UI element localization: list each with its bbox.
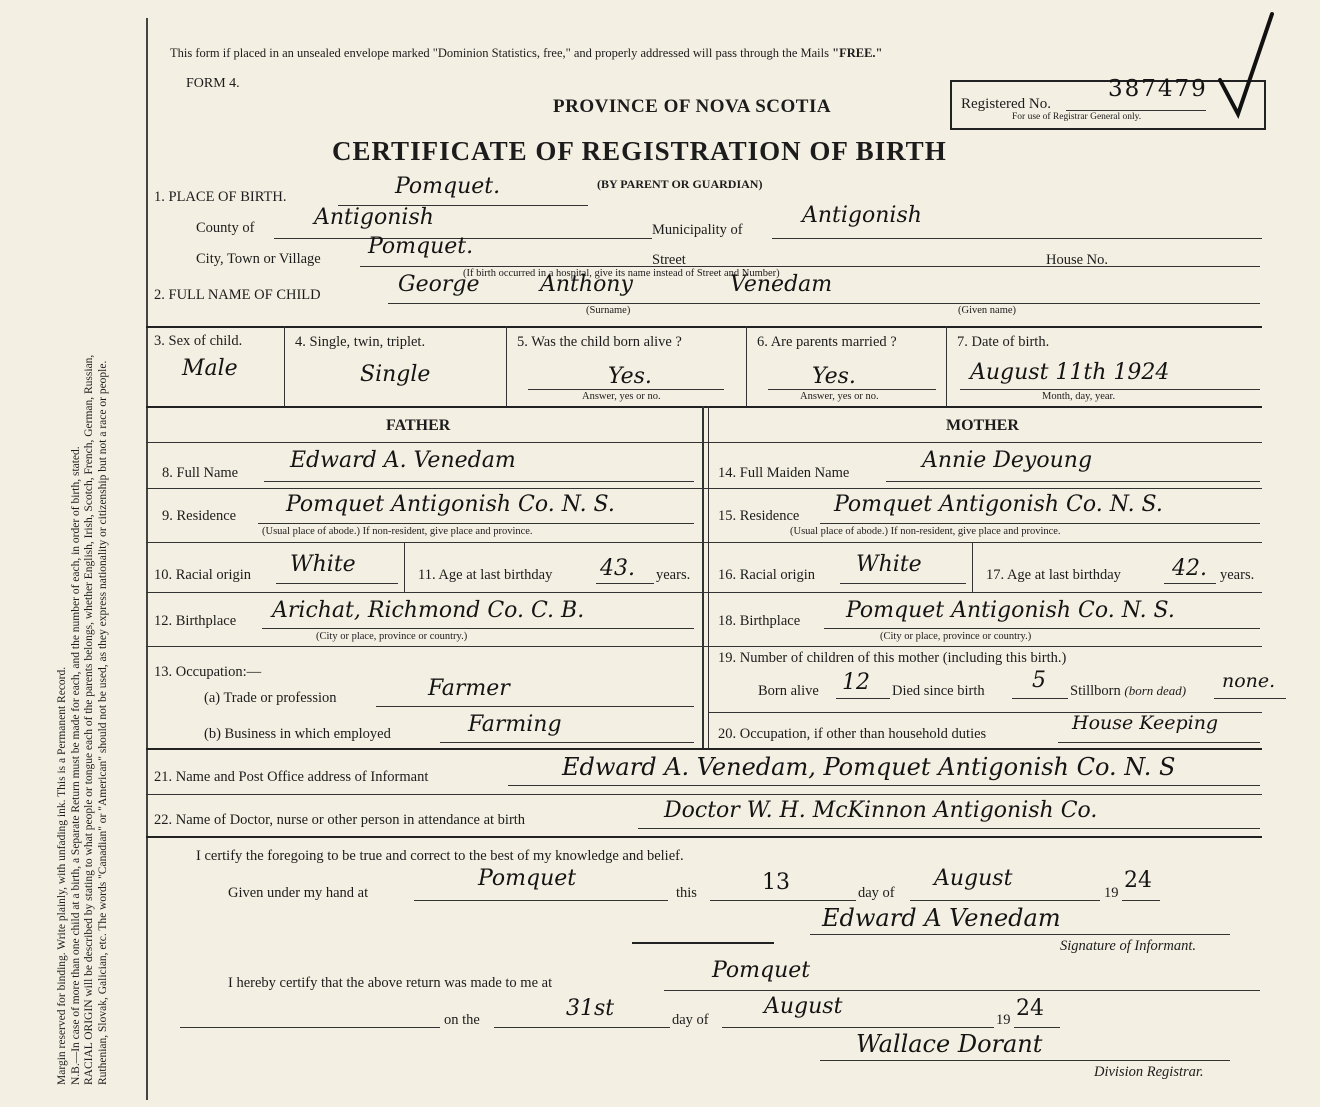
city-label: City, Town or Village [196, 251, 321, 267]
given-month-line [910, 900, 1100, 901]
cell-divider [946, 326, 947, 406]
mother-name-line [886, 481, 1260, 482]
father-age-unit: years. [656, 567, 691, 583]
sex-label: 3. Sex of child. [154, 333, 243, 349]
mother-racial-line [840, 583, 966, 584]
cell-divider [404, 542, 405, 592]
given-month-value: August [934, 866, 1013, 891]
registrar-signature-line [820, 1060, 1230, 1061]
municipality-label: Municipality of [652, 222, 743, 238]
postal-note-free: "FREE." [832, 46, 883, 60]
county-label: County of [196, 220, 255, 236]
informant-line [508, 785, 1260, 786]
place-of-birth-value: Pomquet. [395, 174, 501, 199]
children-count-label: 19. Number of children of this mother (including this birth.) [718, 650, 1067, 666]
sex-value: Male [182, 356, 238, 381]
mother-racial-value: White [856, 552, 922, 577]
check-mark-icon [1216, 10, 1276, 120]
business-value: Farming [468, 712, 562, 737]
column-divider [708, 406, 709, 748]
mother-racial-label: 16. Racial origin [718, 567, 816, 583]
mother-occupation-label: 20. Occupation, if other than household duties [718, 726, 987, 742]
born-alive-value: Yes. [608, 364, 652, 389]
mother-residence-line [820, 523, 1260, 524]
stillborn-value: none. [1222, 670, 1276, 692]
mother-name-value: Annie Deyoung [922, 448, 1093, 473]
registered-no-label: Registered No. [961, 96, 1051, 112]
registered-no-line [1066, 110, 1206, 111]
form-number: FORM 4. [186, 76, 240, 91]
stillborn-label-text: Stillborn [1070, 683, 1121, 699]
married-note: Answer, yes or no. [800, 391, 879, 402]
given-place-line [414, 900, 668, 901]
rule [632, 942, 774, 944]
mother-occupation-line [1058, 742, 1260, 743]
county-value: Antigonish [314, 205, 434, 230]
registrar-year-prefix: 19 [996, 1012, 1011, 1028]
this-label: this [676, 885, 697, 901]
given-name-note: (Given name) [958, 305, 1017, 316]
city-line [360, 266, 1260, 267]
postal-note [170, 46, 882, 61]
mother-age-value: 42. [1172, 556, 1207, 581]
given-under-label: Given under my hand at [228, 885, 369, 901]
dob-note: Month, day, year. [1042, 391, 1116, 402]
father-racial-label: 10. Racial origin [154, 567, 252, 583]
postal-note-text: This form if placed in an unsealed envelope marked "Dominion Statistics, free," and properly addressed will pass through the Mails [170, 46, 833, 60]
father-residence-line [258, 523, 694, 524]
born-alive-count-value: 12 [842, 670, 870, 695]
born-alive-line [528, 389, 724, 390]
registrar-day-value: 31st [566, 996, 615, 1021]
father-birthplace-note: (City or place, province or country.) [316, 631, 468, 642]
registrar-place-line [664, 990, 1260, 991]
registrar-month-value: August [764, 994, 843, 1019]
page-title: CERTIFICATE OF REGISTRATION OF BIRTH [332, 136, 947, 166]
father-name-label: 8. Full Name [162, 465, 239, 481]
single-value: Single [360, 362, 431, 387]
cell-divider [746, 326, 747, 406]
child-given-name-1: George [398, 272, 480, 297]
registrar-certify-text: I hereby certify that the above return was made to me at [228, 975, 553, 991]
single-label: 4. Single, twin, triplet. [295, 334, 426, 350]
father-age-label: 11. Age at last birthday [418, 567, 553, 583]
trade-value: Farmer [428, 676, 510, 701]
born-alive-note: Answer, yes or no. [582, 391, 661, 402]
mother-residence-note: (Usual place of abode.) If non-resident, give place and province. [790, 526, 1061, 537]
rule [146, 442, 1262, 443]
rule [146, 326, 1262, 328]
surname-note: (Surname) [586, 305, 631, 316]
registrar-place-value: Pomquet [712, 958, 811, 983]
certify-text: I certify the foregoing to be true and correct to the best of my knowledge and belief. [196, 848, 684, 864]
dob-value: August 11th 1924 [970, 360, 1170, 385]
registrar-signature: Wallace Dorant [856, 1030, 1043, 1058]
margin-note-line: RACIAL ORIGIN will be described by stating to what people or tongue each of the parents belongs, whether English, Irish, Scotch, French, German, Russian, [83, 354, 95, 1085]
informant-signature: Edward A Venedam [822, 904, 1061, 932]
page-subtitle: (BY PARENT OR GUARDIAN) [597, 177, 763, 191]
married-value: Yes. [812, 364, 856, 389]
rule [146, 748, 1262, 750]
cell-divider [972, 542, 973, 592]
married-label: 6. Are parents married ? [757, 334, 897, 350]
father-birthplace-line [262, 628, 694, 629]
rule [146, 488, 1262, 489]
father-racial-line [276, 583, 398, 584]
child-name-line [388, 303, 1260, 304]
city-value: Pomquet. [368, 234, 474, 259]
rule [146, 794, 1262, 795]
place-of-birth-label: 1. PLACE OF BIRTH. [154, 189, 287, 205]
father-age-line [596, 583, 654, 584]
rule [146, 542, 1262, 543]
business-line [440, 742, 694, 743]
business-label: (b) Business in which employed [204, 726, 391, 742]
registrar-signature-label: Division Registrar. [1094, 1064, 1204, 1080]
father-age-value: 43. [600, 556, 635, 581]
child-given-name-2: Anthony [540, 272, 633, 297]
rule [146, 646, 1262, 647]
mother-residence-label: 15. Residence [718, 508, 800, 524]
stillborn-line [1214, 698, 1286, 699]
father-name-value: Edward A. Venedam [290, 448, 516, 473]
mother-residence-value: Pomquet Antigonish Co. N. S. [834, 492, 1163, 517]
mother-name-label: 14. Full Maiden Name [718, 465, 850, 481]
margin-note-line: Ruthenian, Slovak, Galician, etc. The words "Canadian" or "American" should not be used, as they express nationality or citizenship but not a race or people. [96, 360, 109, 1085]
registrar-month-line [722, 1027, 994, 1028]
registrar-lead-line [180, 1027, 440, 1028]
trade-line [376, 706, 694, 707]
margin-notes [56, 25, 130, 1085]
given-day-value: 13 [762, 870, 790, 895]
doctor-label: 22. Name of Doctor, nurse or other person in attendance at birth [154, 812, 526, 828]
informant-signature-line [810, 934, 1230, 935]
dob-label: 7. Date of birth. [957, 334, 1050, 350]
died-since-birth-label: Died since birth [892, 683, 985, 699]
father-residence-value: Pomquet Antigonish Co. N. S. [286, 492, 615, 517]
column-divider [702, 406, 704, 748]
trade-label: (a) Trade or profession [204, 690, 337, 706]
registrar-on-the-label: on the [444, 1012, 480, 1028]
house-no-label: House No. [1046, 252, 1109, 268]
father-residence-note: (Usual place of abode.) If non-resident, give place and province. [262, 526, 533, 537]
stillborn-label [1070, 683, 1186, 700]
father-birthplace-label: 12. Birthplace [154, 613, 237, 629]
informant-label: 21. Name and Post Office address of Informant [154, 769, 429, 785]
given-year-line [1122, 900, 1160, 901]
occupation-label: 13. Occupation:— [154, 664, 262, 680]
father-residence-label: 9. Residence [162, 508, 237, 524]
mother-birthplace-note: (City or place, province or country.) [880, 631, 1032, 642]
registrar-year-line [1014, 1027, 1060, 1028]
cell-divider [284, 326, 285, 406]
doctor-value: Doctor W. H. McKinnon Antigonish Co. [664, 798, 1098, 823]
given-place-value: Pomquet [478, 866, 577, 891]
rule [146, 592, 1262, 593]
father-heading: FATHER [386, 417, 451, 434]
stillborn-note: (born dead) [1124, 683, 1187, 698]
registered-no-note: For use of Registrar General only. [1012, 112, 1142, 122]
born-alive-count-line [836, 698, 890, 699]
margin-note-line: N.B.—In case of more than one child at a birth, a Separate Return must be made for each, and the number of each, in order of birth, stated. [69, 446, 82, 1085]
street-label: Street [652, 252, 686, 268]
dob-line [960, 389, 1260, 390]
mother-birthplace-value: Pomquet Antigonish Co. N. S. [846, 598, 1175, 623]
child-name-label: 2. FULL NAME OF CHILD [154, 287, 321, 303]
father-name-line [264, 481, 694, 482]
registered-no-value: 387479 [1108, 76, 1208, 102]
given-day-line [710, 900, 856, 901]
born-alive-label: 5. Was the child born alive ? [517, 334, 682, 350]
given-day-of-label: day of [858, 885, 895, 901]
hospital-note: (If birth occurred in a hospital, give its name instead of Street and Number) [463, 268, 780, 279]
mother-birthplace-label: 18. Birthplace [718, 613, 801, 629]
given-year-value: 24 [1124, 868, 1152, 893]
municipality-line [772, 238, 1262, 239]
municipality-value: Antigonish [802, 203, 922, 228]
rule [146, 836, 1262, 838]
died-since-birth-line [1012, 698, 1068, 699]
mother-age-line [1164, 583, 1216, 584]
mother-heading: MOTHER [946, 417, 1019, 434]
doctor-line [638, 828, 1260, 829]
child-surname: Venedam [730, 272, 833, 297]
registrar-day-of-label: day of [672, 1012, 709, 1028]
father-birthplace-value: Arichat, Richmond Co. C. B. [272, 598, 585, 623]
registrar-year-value: 24 [1016, 996, 1044, 1021]
cell-divider [506, 326, 507, 406]
margin-note-line: Margin reserved for binding. Write plainly, with unfading ink. This is a Permanent Record. [56, 666, 68, 1085]
informant-signature-label: Signature of Informant. [1060, 938, 1197, 954]
born-alive-count-label: Born alive [758, 683, 819, 699]
given-year-prefix: 19 [1104, 885, 1119, 901]
registrar-day-line [494, 1027, 670, 1028]
province-heading: PROVINCE OF NOVA SCOTIA [553, 96, 832, 117]
mother-age-unit: years. [1220, 567, 1255, 583]
binding-margin-rule [146, 18, 148, 1100]
father-racial-value: White [290, 552, 356, 577]
mother-occupation-value: House Keeping [1072, 712, 1219, 734]
rule [146, 406, 1262, 408]
mother-age-label: 17. Age at last birthday [986, 567, 1121, 583]
mother-birthplace-line [824, 628, 1260, 629]
married-line [768, 389, 936, 390]
died-since-birth-value: 5 [1032, 668, 1046, 693]
informant-value: Edward A. Venedam, Pomquet Antigonish Co. N. S [562, 753, 1176, 781]
